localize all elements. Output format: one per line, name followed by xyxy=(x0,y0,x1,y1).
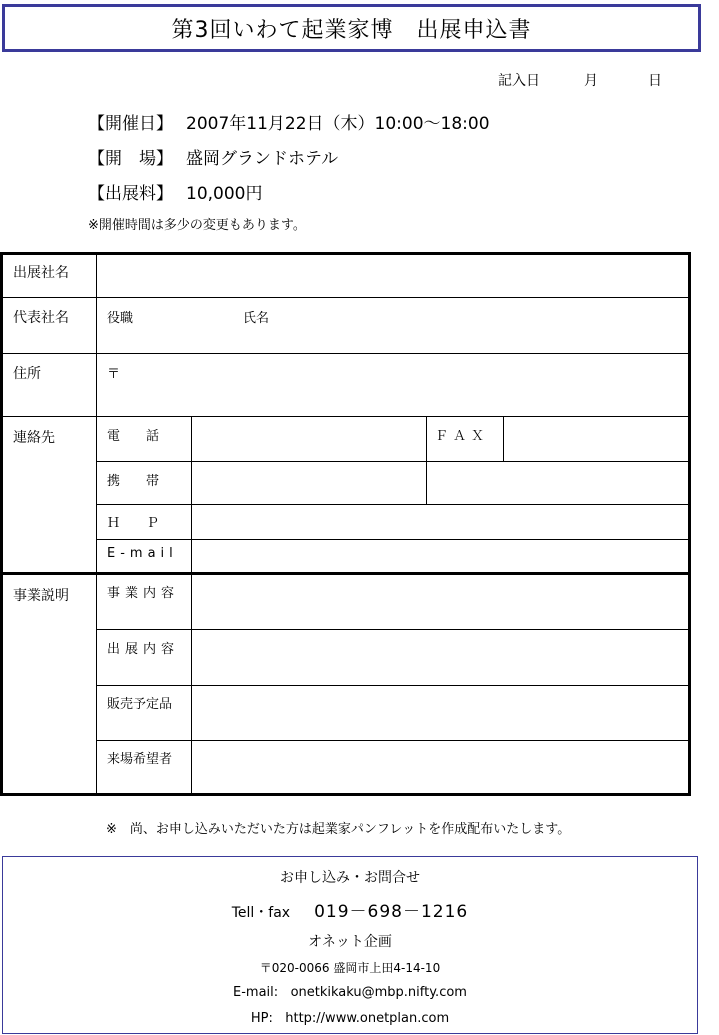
fee-value: 10,000円 xyxy=(186,184,263,204)
email-label: E-mail xyxy=(107,546,178,561)
contact-email: onetkikaku@mbp.nifty.com xyxy=(290,985,467,1000)
application-form xyxy=(0,252,691,796)
entry-date-label: 記入日 xyxy=(498,73,540,89)
sales-items-label: 販売予定品 xyxy=(107,697,173,712)
phone-label: 電 話 xyxy=(107,429,160,444)
contact-box xyxy=(2,856,698,1034)
visitors-label: 来場希望者 xyxy=(107,752,173,767)
business-label: 事業説明 xyxy=(13,588,69,604)
venue-value: 盛岡グランドホテル xyxy=(186,149,339,169)
hp-line xyxy=(3,1011,697,1026)
contact-label: 連絡先 xyxy=(13,430,55,446)
representative-label: 代表社名 xyxy=(13,310,69,326)
mobile-label: 携 帯 xyxy=(107,474,160,489)
hp-label: Ｈ Ｐ xyxy=(107,516,160,531)
venue-key: 【開 場】 xyxy=(88,149,173,169)
tel-fax-label: Tell・fax xyxy=(231,905,291,921)
event-date-key: 【開催日】 xyxy=(88,114,173,134)
contact-heading: お申し込み・お問合せ xyxy=(280,870,420,886)
contact-hp-label: HP: xyxy=(250,1011,273,1026)
entry-date-month: 月 xyxy=(584,73,598,89)
pamphlet-notice: ※ 尚、お申し込みいただいた方は起業家パンフレットを作成配布いたします。 xyxy=(106,822,571,837)
organization-name: オネット企画 xyxy=(308,934,392,950)
time-change-note: ※開催時間は多少の変更もあります。 xyxy=(88,218,306,233)
page-title: 第3回いわて起業家博 出展申込書 xyxy=(2,4,701,52)
tel-fax-number: 019－698－1216 xyxy=(314,902,469,922)
fax-label: ＦＡＸ xyxy=(435,429,490,444)
postal-mark: 〒 xyxy=(107,367,121,382)
event-date-row xyxy=(88,109,490,134)
email-line xyxy=(3,985,697,1000)
contact-email-label: E-mail: xyxy=(233,985,279,1000)
address-label: 住所 xyxy=(13,366,41,382)
exhibit-content-label: 出展内容 xyxy=(107,642,180,657)
fee-row xyxy=(88,179,262,204)
venue-row xyxy=(88,144,338,169)
event-date-value: 2007年11月22日（木）10:00～18:00 xyxy=(186,114,490,134)
contact-hp-url: http://www.onetplan.com xyxy=(285,1011,450,1026)
organization-address: 〒020-0066 盛岡市上田4-14-10 xyxy=(259,961,441,975)
name-label: 氏名 xyxy=(243,311,270,326)
business-content-label: 事業内容 xyxy=(107,586,180,601)
position-label: 役職 xyxy=(107,311,134,326)
fee-key: 【出展料】 xyxy=(88,184,173,204)
company-name-label: 出展社名 xyxy=(13,265,69,281)
tel-fax-line xyxy=(3,897,697,922)
entry-date-day: 日 xyxy=(648,73,662,89)
